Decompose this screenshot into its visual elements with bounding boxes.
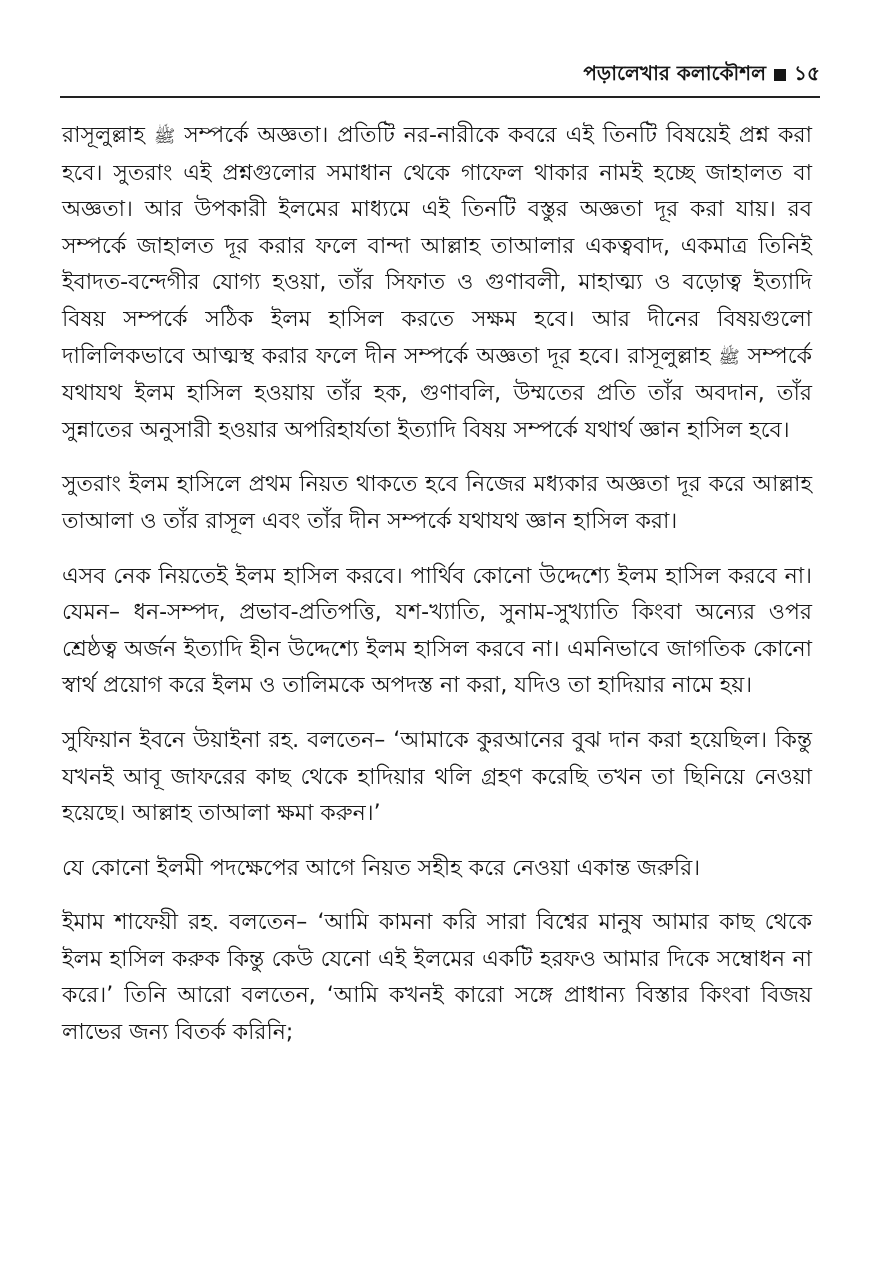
paragraph-3: এসব নেক নিয়তেই ইলম হাসিল করবে। পার্থিব কোনো উদ্দেশ্যে ইলম হাসিল করবে না। যেমন– ধন-সম্পদ, প্রভাব-প্রতিপত্তি, যশ-খ্যাতি, সুনাম-সুখ্যাতি কিংবা অন্যের ওপর শ্রেষ্ঠত্ব অর্জন ইত্যাদি হীন উদ্দেশ্যে ইলম হাসিল করবে না। এমনিভাবে জাগতিক কোনো স্বার্থ প্রয়োগ করে ইলম ও তালিমকে অপদস্ত না করা, যদিও তা হাদিয়ার নামে হয়। (62, 563, 812, 699)
paragraph-2: সুতরাং ইলম হাসিলে প্রথম নিয়ত থাকতে হবে নিজের মধ্যকার অজ্ঞতা দূর করে আল্লাহ তাআলা ও তাঁর রাসূল এবং তাঁর দীন সম্পর্কে যথাযথ জ্ঞান হাসিল করা। (62, 472, 812, 534)
page-body (62, 118, 812, 1070)
paragraph-1-segment-1: রাসূলুল্লাহ (62, 123, 145, 148)
paragraph-4: সুফিয়ান ইবনে উয়াইনা রহ. বলতেন– ‘আমাকে কুরআনের বুঝ দান করা হয়েছিল। কিন্তু যখনই আবূ জাফরের কাছ থেকে হাদিয়ার থলি গ্রহণ করেছি তখন তা ছিনিয়ে নেওয়া হয়েছে। আল্লাহ তাআলা ক্ষমা করুন।’ (62, 727, 812, 827)
page-number: ১৫ (794, 60, 820, 85)
salawat-icon: ﷺ (718, 347, 740, 368)
header-bullet-icon (774, 69, 786, 81)
paragraph-6: ইমাম শাফেয়ী রহ. বলতেন– ‘আমি কামনা করি সারা বিশ্বের মানুষ আমার কাছ থেকে ইলম হাসিল করুক কিন্তু কেউ যেনো এই ইলমের একটি হরফও আমার দিকে সম্বোধন না করে।’ তিনি আরো বলতেন, ‘আমি কখনই কারো সঙ্গে প্রাধান্য বিস্তার কিংবা বিজয় লাভের জন্য বিতর্ক করিনি; (62, 910, 812, 1046)
header-divider (60, 96, 820, 98)
salawat-icon: ﷺ (153, 127, 176, 147)
running-header (60, 56, 820, 94)
paragraph-1 (62, 118, 812, 449)
paragraph-5: যে কোনো ইলমী পদক্ষেপের আগে নিয়ত সহীহ করে নেওয়া একান্ত জরুরি। (62, 855, 701, 881)
paragraph-1-segment-2: সম্পর্কে অজ্ঞতা। প্রতিটি নর-নারীকে কবরে এই তিনটি বিষয়েই প্রশ্ন করা হবে। সুতরাং এই প্রশ্নগুলোর সমাধান থেকে গাফেল থাকার নামই হচ্ছে জাহালত বা অজ্ঞতা। আর উপকারী ইলমের মাধ্যমে এই তিনটি বস্তুর অজ্ঞতা দূর করা যায়। রব সম্পর্কে জাহালত দূর করার ফলে বান্দা আল্লাহ তাআলার একত্ববাদ, একমাত্র তিনিই ইবাদত-বন্দেগীর যোগ্য হওয়া, তাঁর সিফাত ও গুণাবলী, মাহাত্ম্য ও বড়োত্ব ইত্যাদি বিষয় সম্পর্কে সঠিক ইলম হাসিল করতে সক্ষম হবে। আর দীনের বিষয়গুলো দালিলিকভাবে আত্মস্থ করার ফলে দীন সম্পর্কে অজ্ঞতা দূর হবে। রাসূলুল্লাহ (62, 123, 812, 369)
paragraph-1-segment-3: সম্পর্কে যথাযথ ইলম হাসিল হওয়ায় তাঁর হক, গুণাবলি, উম্মতের প্রতি তাঁর অবদান, তাঁর সুন্নাতের অনুসারী হওয়ার অপরিহার্যতা ইত্যাদি বিষয় সম্পর্কে যথার্থ জ্ঞান হাসিল হবে। (62, 343, 812, 443)
book-title: পড়ালেখার কলাকৌশল (583, 60, 767, 85)
